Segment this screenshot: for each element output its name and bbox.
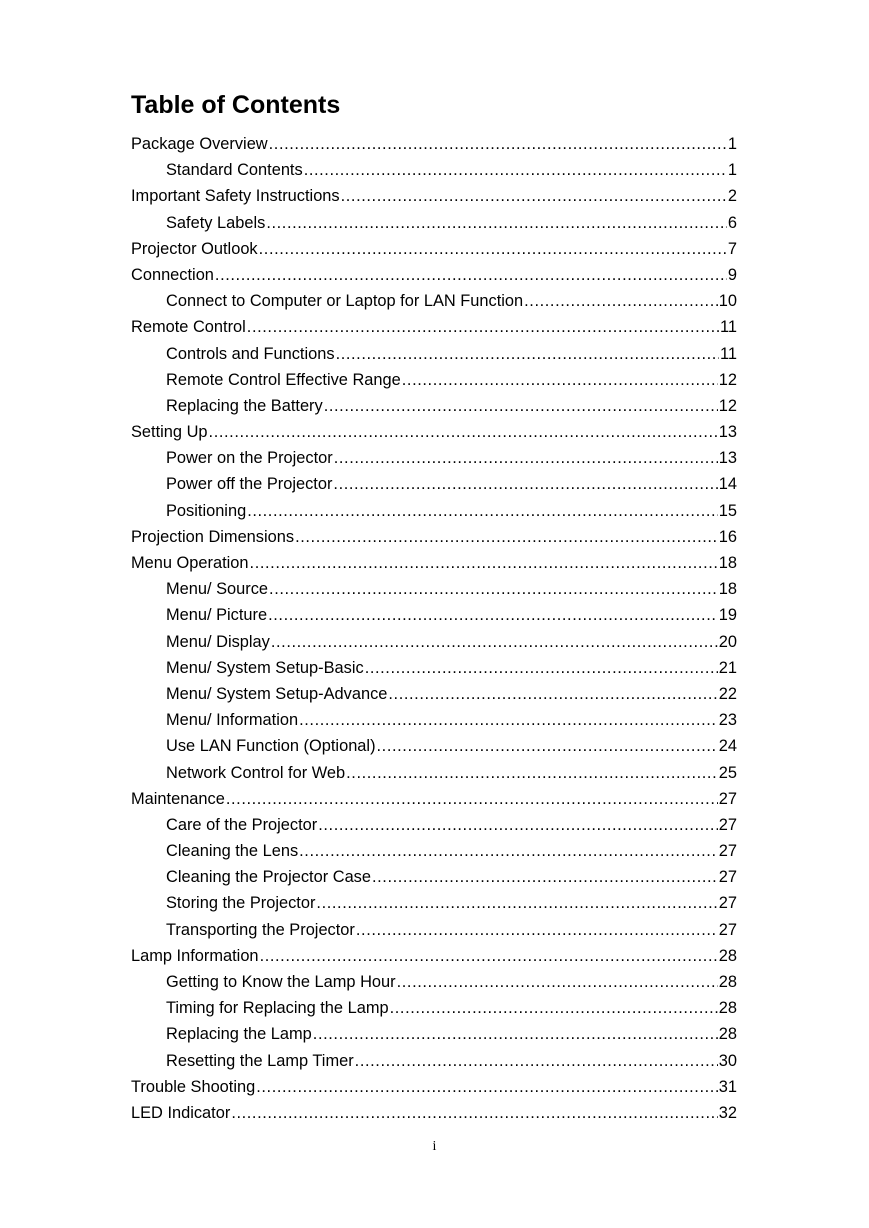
toc-subentry[interactable] bbox=[131, 890, 737, 916]
toc-subentry[interactable] bbox=[131, 210, 737, 236]
dot-leader bbox=[365, 655, 718, 681]
toc-page-number: 21 bbox=[718, 658, 737, 677]
toc-subentry[interactable] bbox=[131, 341, 737, 367]
toc-page-number: 30 bbox=[718, 1051, 737, 1070]
toc-subentry[interactable] bbox=[131, 1048, 737, 1074]
dot-leader bbox=[271, 629, 718, 655]
toc-page-number: 16 bbox=[718, 527, 737, 546]
toc-entry-title: Positioning bbox=[166, 501, 247, 520]
dot-leader bbox=[226, 786, 718, 812]
toc-entry[interactable] bbox=[131, 314, 737, 340]
toc-subentry[interactable] bbox=[131, 969, 737, 995]
dot-leader bbox=[336, 341, 719, 367]
toc-page-number: 31 bbox=[718, 1077, 737, 1096]
toc-entry[interactable] bbox=[131, 943, 737, 969]
toc-entry-title: Resetting the Lamp Timer bbox=[166, 1051, 354, 1070]
toc-subentry[interactable] bbox=[131, 367, 737, 393]
toc-page-number: 25 bbox=[718, 763, 737, 782]
toc-entry-title: Safety Labels bbox=[166, 213, 266, 232]
dot-leader bbox=[355, 1048, 718, 1074]
toc-subentry[interactable] bbox=[131, 838, 737, 864]
toc-entry-title: Menu Operation bbox=[131, 554, 249, 572]
toc-subentry[interactable] bbox=[131, 864, 737, 890]
toc-entry-title: Important Safety Instructions bbox=[131, 187, 340, 206]
dot-leader bbox=[388, 681, 717, 707]
toc-entry-title: LED Indicator bbox=[131, 1103, 231, 1122]
dot-leader bbox=[397, 969, 718, 995]
toc-entry-title: Replacing the Lamp bbox=[166, 1025, 312, 1044]
toc-page-number: 11 bbox=[719, 344, 737, 363]
toc-page-number: 10 bbox=[718, 292, 737, 311]
dot-leader bbox=[247, 498, 718, 524]
toc-entry-title: Menu/ System Setup-Advance bbox=[166, 684, 388, 703]
toc-subentry[interactable] bbox=[131, 733, 737, 759]
dot-leader bbox=[269, 131, 727, 157]
dot-leader bbox=[324, 393, 718, 419]
dot-leader bbox=[299, 707, 718, 733]
dot-leader bbox=[268, 602, 718, 628]
toc-entry-title: Projection Dimensions bbox=[131, 527, 295, 546]
dot-leader bbox=[316, 890, 717, 916]
toc-entry-title: Connection bbox=[131, 265, 214, 284]
toc-page-number: 28 bbox=[718, 999, 737, 1018]
dot-leader bbox=[341, 183, 727, 209]
toc-page-number: 1 bbox=[727, 161, 737, 180]
toc-page-number: 27 bbox=[718, 894, 737, 913]
toc-page-number: 32 bbox=[718, 1103, 737, 1122]
toc-subentry[interactable] bbox=[131, 288, 737, 314]
toc-subentry[interactable] bbox=[131, 812, 737, 838]
toc-entry-title: Care of the Projector bbox=[166, 815, 318, 834]
toc-page-number: 6 bbox=[727, 213, 737, 232]
toc-subentry[interactable] bbox=[131, 995, 737, 1021]
toc-subentry[interactable] bbox=[131, 471, 737, 497]
dot-leader bbox=[250, 550, 718, 576]
toc-entry-title: Menu/ System Setup-Basic bbox=[166, 658, 364, 677]
toc-page-number: 13 bbox=[718, 449, 737, 468]
toc-entry-title: Menu/ Picture bbox=[166, 606, 268, 625]
toc-subentry[interactable] bbox=[131, 393, 737, 419]
dot-leader bbox=[390, 995, 718, 1021]
dot-leader bbox=[402, 367, 718, 393]
toc-entry[interactable] bbox=[131, 183, 737, 209]
toc-entry[interactable] bbox=[131, 550, 737, 576]
toc-page-number: 1 bbox=[727, 135, 737, 153]
dot-leader bbox=[304, 157, 727, 183]
toc-subentry[interactable] bbox=[131, 1021, 737, 1047]
toc-entry[interactable] bbox=[131, 236, 737, 262]
toc-page-number: 9 bbox=[727, 265, 737, 284]
toc-page-number: 27 bbox=[718, 842, 737, 861]
dot-leader bbox=[209, 419, 718, 445]
dot-leader bbox=[215, 262, 727, 288]
page-number: i bbox=[432, 1139, 437, 1154]
toc-entry-title: Connect to Computer or Laptop for LAN Function bbox=[166, 292, 524, 311]
toc-entry-title: Trouble Shooting bbox=[131, 1077, 256, 1096]
table-of-contents bbox=[131, 131, 737, 1126]
toc-entry-title: Menu/ Display bbox=[166, 632, 270, 651]
dot-leader bbox=[333, 471, 717, 497]
toc-page-number: 2 bbox=[727, 187, 737, 206]
toc-entry-title: Cleaning the Lens bbox=[166, 842, 299, 861]
dot-leader bbox=[247, 314, 719, 340]
toc-page-number: 28 bbox=[718, 1025, 737, 1044]
toc-page-number: 27 bbox=[718, 920, 737, 939]
toc-subentry[interactable] bbox=[131, 760, 737, 786]
toc-entry-title: Controls and Functions bbox=[166, 344, 335, 363]
toc-subentry[interactable] bbox=[131, 157, 737, 183]
toc-entry[interactable] bbox=[131, 524, 737, 550]
toc-entry-title: Power on the Projector bbox=[166, 449, 333, 468]
toc-page-number: 27 bbox=[718, 789, 737, 808]
dot-leader bbox=[266, 210, 727, 236]
dot-leader bbox=[269, 576, 718, 602]
toc-page-number: 28 bbox=[718, 946, 737, 965]
toc-entry-title: Power off the Projector bbox=[166, 475, 333, 494]
toc-page-number: 15 bbox=[718, 501, 737, 520]
dot-leader bbox=[356, 917, 718, 943]
toc-page-number: 14 bbox=[718, 475, 737, 494]
dot-leader bbox=[334, 445, 718, 471]
toc-entry-title: Lamp Information bbox=[131, 946, 259, 965]
toc-page-number: 20 bbox=[718, 632, 737, 651]
toc-page-number: 12 bbox=[718, 370, 737, 389]
dot-leader bbox=[377, 733, 718, 759]
dot-leader bbox=[231, 1100, 717, 1126]
dot-leader bbox=[346, 760, 718, 786]
toc-entry[interactable] bbox=[131, 131, 737, 157]
dot-leader bbox=[260, 943, 718, 969]
toc-entry-title: Menu/ Source bbox=[166, 580, 269, 599]
toc-page-number: 7 bbox=[727, 239, 737, 258]
toc-subentry[interactable] bbox=[131, 681, 737, 707]
toc-entry-title: Getting to Know the Lamp Hour bbox=[166, 973, 396, 991]
toc-entry[interactable] bbox=[131, 1100, 737, 1126]
toc-subentry[interactable] bbox=[131, 655, 737, 681]
toc-entry-title: Remote Control Effective Range bbox=[166, 370, 401, 389]
toc-entry-title: Setting Up bbox=[131, 423, 208, 442]
toc-page-number: 22 bbox=[718, 684, 737, 703]
toc-entry-title: Projector Outlook bbox=[131, 239, 258, 258]
page-title: Table of Contents bbox=[131, 91, 341, 119]
dot-leader bbox=[524, 288, 718, 314]
toc-subentry[interactable] bbox=[131, 917, 737, 943]
dot-leader bbox=[318, 812, 718, 838]
toc-subentry[interactable] bbox=[131, 498, 737, 524]
dot-leader bbox=[372, 864, 718, 890]
toc-entry-title: Use LAN Function (Optional) bbox=[166, 737, 376, 756]
toc-subentry[interactable] bbox=[131, 602, 737, 628]
dot-leader bbox=[256, 1074, 718, 1100]
toc-entry-title: Menu/ Information bbox=[166, 711, 299, 730]
toc-entry[interactable] bbox=[131, 1074, 737, 1100]
dot-leader bbox=[299, 838, 718, 864]
toc-subentry[interactable] bbox=[131, 707, 737, 733]
dot-leader bbox=[295, 524, 718, 550]
toc-entry-title: Transporting the Projector bbox=[166, 920, 355, 939]
toc-entry[interactable] bbox=[131, 262, 737, 288]
toc-subentry[interactable] bbox=[131, 629, 737, 655]
toc-entry-title: Timing for Replacing the Lamp bbox=[166, 999, 389, 1018]
toc-entry-title: Cleaning the Projector Case bbox=[166, 868, 371, 887]
toc-page-number: 24 bbox=[718, 737, 737, 756]
toc-page-number: 19 bbox=[718, 606, 737, 625]
toc-entry-title: Remote Control bbox=[131, 318, 246, 337]
toc-entry-title: Network Control for Web bbox=[166, 763, 346, 782]
toc-page-number: 28 bbox=[718, 973, 737, 991]
toc-entry-title: Replacing the Battery bbox=[166, 396, 323, 415]
toc-page-number: 18 bbox=[718, 580, 737, 599]
toc-page-number: 23 bbox=[718, 711, 737, 730]
toc-page-number: 27 bbox=[718, 815, 737, 834]
toc-entry-title: Standard Contents bbox=[166, 161, 303, 180]
toc-subentry[interactable] bbox=[131, 445, 737, 471]
toc-entry[interactable] bbox=[131, 786, 737, 812]
toc-page-number: 11 bbox=[719, 318, 737, 337]
toc-page-number: 27 bbox=[718, 868, 737, 887]
toc-entry[interactable] bbox=[131, 419, 737, 445]
toc-entry-title: Storing the Projector bbox=[166, 894, 316, 913]
toc-page-number: 13 bbox=[718, 423, 737, 442]
toc-entry-title: Maintenance bbox=[131, 789, 225, 808]
toc-subentry[interactable] bbox=[131, 576, 737, 602]
dot-leader bbox=[313, 1021, 718, 1047]
toc-page-number: 18 bbox=[718, 554, 737, 572]
toc-page-number: 12 bbox=[718, 396, 737, 415]
dot-leader bbox=[259, 236, 727, 262]
toc-entry-title: Package Overview bbox=[131, 135, 268, 153]
